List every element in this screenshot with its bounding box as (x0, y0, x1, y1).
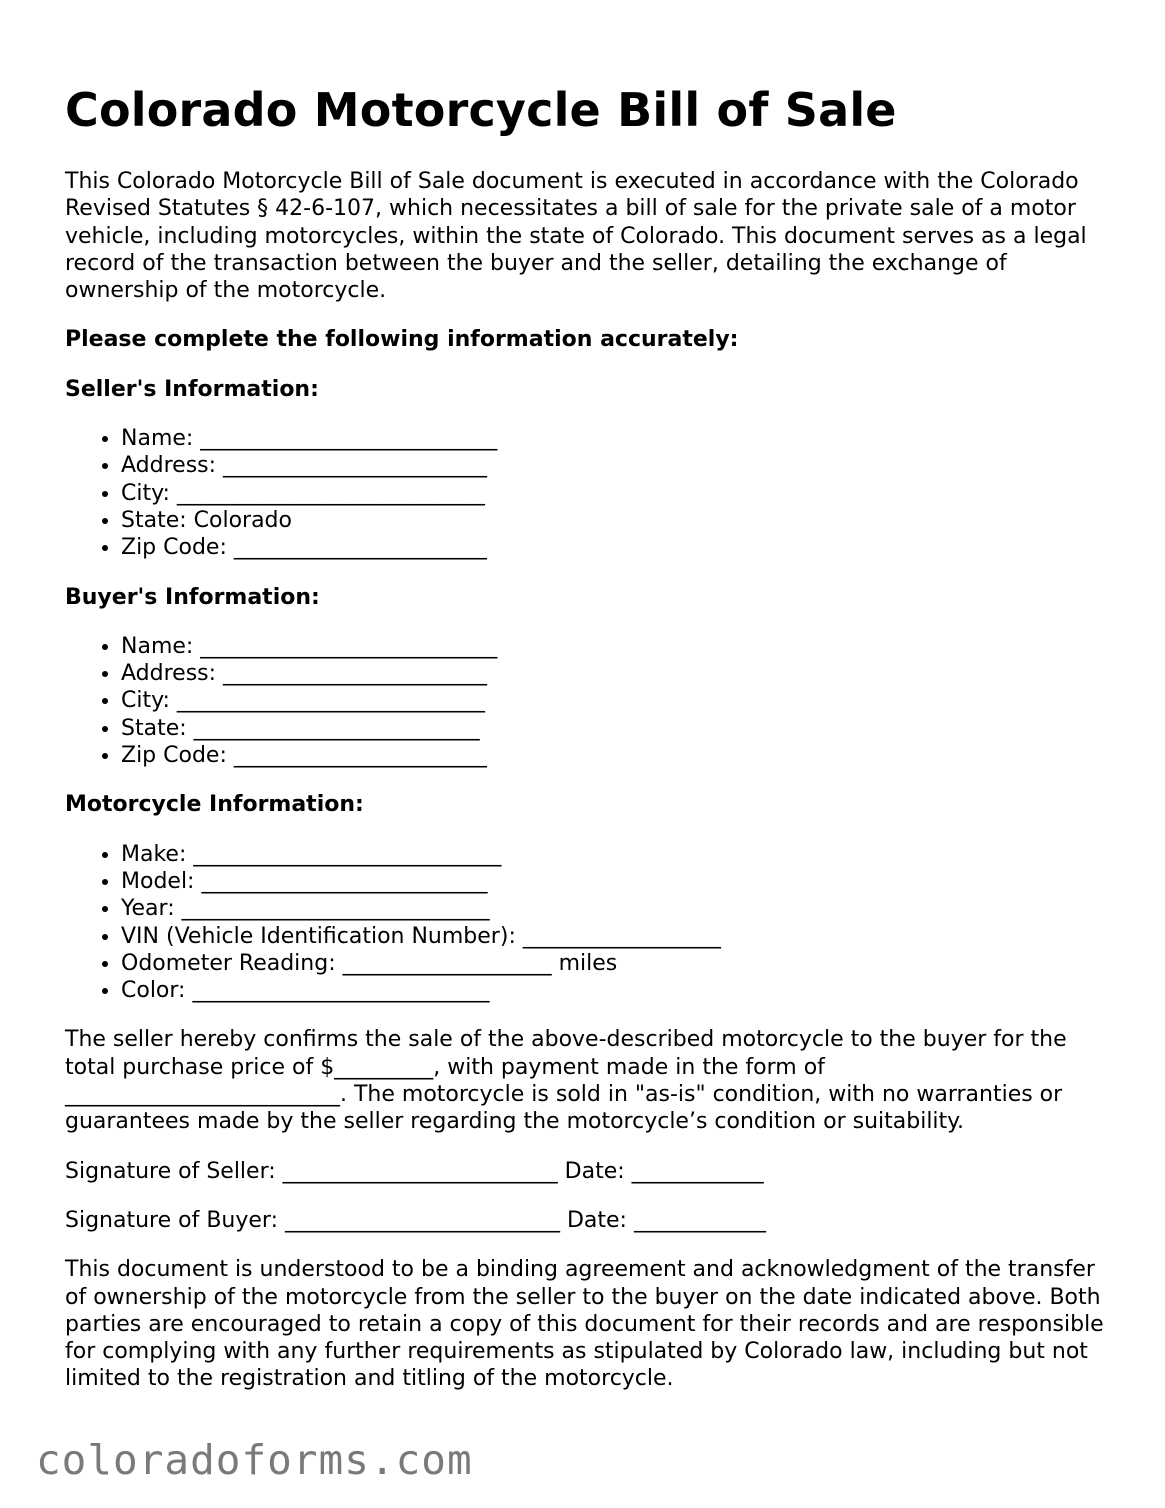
motorcycle-vin-field: • VIN (Vehicle Identification Number): __________________ (121, 923, 1110, 950)
buyer-info-list (65, 633, 1110, 769)
seller-state-field: • State: Colorado (121, 507, 1110, 534)
buyer-address-field: • Address: ________________________ (121, 660, 1110, 687)
buyer-zip-field: • Zip Code: _______________________ (121, 742, 1110, 769)
motorcycle-model-field: • Model: __________________________ (121, 868, 1110, 895)
motorcycle-color-field: • Color: ___________________________ (121, 977, 1110, 1004)
instruction-heading: Please complete the following information accurately: (65, 327, 739, 353)
seller-name-field: • Name: ___________________________ (121, 425, 1110, 452)
motorcycle-odometer-field: • Odometer Reading: ___________________ miles (121, 950, 1110, 977)
sale-statement-paragraph: The seller hereby confirms the sale of the above-described motorcycle to the buyer for the total purchase price of $_________, with payment made in the form of _________________________. The motorcycle is sold in "as-is" condition, with no warranties or guarantees made by the seller regarding the motorcycle’s condition or suitability. (65, 1027, 1067, 1135)
buyer-city-field: • City: ____________________________ (121, 687, 1110, 714)
seller-info-list (65, 425, 1110, 561)
motorcycle-info-list (65, 841, 1110, 1005)
footer-watermark: coloradoforms.com (36, 1436, 473, 1484)
motorcycle-make-field: • Make: ____________________________ (121, 841, 1110, 868)
seller-address-field: • Address: ________________________ (121, 452, 1110, 479)
buyer-signature-line: Signature of Buyer: _________________________ Date: ____________ (65, 1207, 766, 1233)
document-page (65, 0, 1110, 1393)
closing-paragraph: This document is understood to be a binding agreement and acknowledgment of the transfer of ownership of the motorcycle from the seller to the buyer on the date indicated above. Both parties are encouraged to retain a copy of this document for their records and are responsible for complying with any further requirements as stipulated by Colorado law, including but not limited to the registration and titling of the motorcycle. (65, 1257, 1104, 1392)
seller-section-heading: Seller's Information: (65, 376, 319, 402)
buyer-name-field: • Name: ___________________________ (121, 633, 1110, 660)
buyer-section-heading: Buyer's Information: (65, 584, 320, 610)
page-title: Colorado Motorcycle Bill of Sale (65, 83, 897, 137)
motorcycle-year-field: • Year: ____________________________ (121, 895, 1110, 922)
seller-signature-line: Signature of Seller: _________________________ Date: ____________ (65, 1158, 764, 1184)
buyer-state-field: • State: __________________________ (121, 715, 1110, 742)
seller-zip-field: • Zip Code: _______________________ (121, 534, 1110, 561)
seller-city-field: • City: ____________________________ (121, 480, 1110, 507)
intro-paragraph: This Colorado Motorcycle Bill of Sale document is executed in accordance with the Colorado Revised Statutes § 42-6-107, which necessitates a bill of sale for the private sale of a motor vehicle, including motorcycles, within the state of Colorado. This document serves as a legal record of the transaction between the buyer and the seller, detailing the exchange of ownership of the motorcycle. (65, 169, 1087, 304)
motorcycle-section-heading: Motorcycle Information: (65, 792, 364, 818)
